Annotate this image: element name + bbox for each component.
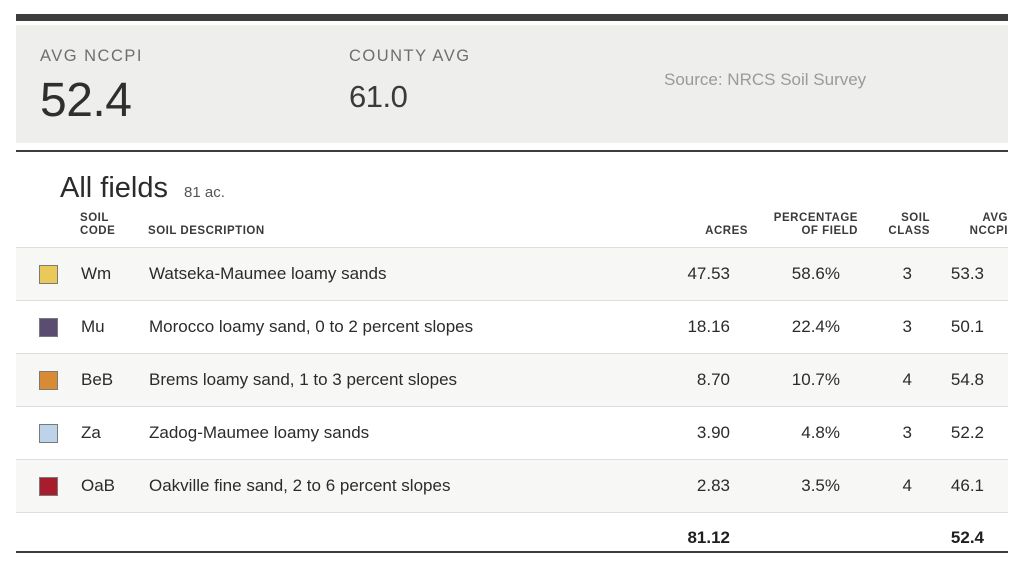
col-soil-code-line1: SOIL bbox=[80, 212, 109, 224]
soil-acres: 3.90 bbox=[652, 407, 748, 460]
soil-class: 4 bbox=[858, 354, 930, 407]
table-row[interactable] bbox=[16, 354, 1008, 407]
soil-acres: 18.16 bbox=[652, 301, 748, 354]
avg-nccpi-label: AVG NCCPI bbox=[40, 47, 143, 65]
soil-table bbox=[16, 212, 1008, 563]
soil-color-swatch-cell bbox=[16, 354, 80, 407]
soil-color-swatch-cell bbox=[16, 301, 80, 354]
table-header-row bbox=[16, 212, 1008, 248]
soil-avg-nccpi: 46.1 bbox=[930, 460, 1008, 513]
soil-description: Watseka-Maumee loamy sands bbox=[148, 248, 652, 301]
soil-code: Mu bbox=[80, 301, 148, 354]
total-description-cell bbox=[148, 513, 652, 564]
county-avg-label: COUNTY AVG bbox=[349, 47, 471, 65]
soil-code: Wm bbox=[80, 248, 148, 301]
top-divider bbox=[16, 14, 1008, 21]
col-percentage-line2: OF FIELD bbox=[801, 224, 858, 237]
soil-percentage: 4.8% bbox=[748, 407, 858, 460]
col-swatch bbox=[16, 212, 80, 248]
col-percentage-line1: PERCENTAGE bbox=[773, 212, 858, 224]
soil-avg-nccpi: 54.8 bbox=[930, 354, 1008, 407]
source-note: Source: NRCS Soil Survey bbox=[664, 70, 867, 89]
avg-nccpi-stat bbox=[40, 47, 143, 126]
col-avg-nccpi-line2: NCCPI bbox=[969, 224, 1008, 237]
table-row[interactable] bbox=[16, 460, 1008, 513]
soil-color-swatch-cell bbox=[16, 248, 80, 301]
soil-description: Brems loamy sand, 1 to 3 percent slopes bbox=[148, 354, 652, 407]
col-avg-nccpi bbox=[930, 212, 1008, 248]
avg-nccpi-value: 52.4 bbox=[40, 74, 132, 127]
table-total-row bbox=[16, 513, 1008, 564]
col-percentage-of-field bbox=[748, 212, 858, 248]
summary-band bbox=[16, 25, 1008, 143]
table-row[interactable] bbox=[16, 407, 1008, 460]
col-acres: ACRES bbox=[705, 224, 748, 237]
county-avg-value: 61.0 bbox=[349, 79, 408, 114]
col-soil-code-line2: CODE bbox=[80, 224, 116, 237]
soil-color-swatch-icon bbox=[39, 265, 58, 284]
soil-class: 4 bbox=[858, 460, 930, 513]
soil-color-swatch-cell bbox=[16, 407, 80, 460]
fields-header bbox=[60, 172, 225, 205]
col-avg-nccpi-line1: AVG bbox=[982, 212, 1008, 224]
soil-percentage: 58.6% bbox=[748, 248, 858, 301]
page-title: All fields bbox=[60, 172, 168, 204]
summary-divider bbox=[16, 150, 1008, 152]
total-swatch-cell bbox=[16, 513, 80, 564]
soil-acres: 8.70 bbox=[652, 354, 748, 407]
col-soil-class bbox=[858, 212, 930, 248]
soil-color-swatch-icon bbox=[39, 371, 58, 390]
soil-code: Za bbox=[80, 407, 148, 460]
soil-color-swatch-icon bbox=[39, 318, 58, 337]
table-row[interactable] bbox=[16, 301, 1008, 354]
soil-acres: 47.53 bbox=[652, 248, 748, 301]
soil-class: 3 bbox=[858, 301, 930, 354]
col-soil-description: SOIL DESCRIPTION bbox=[148, 224, 265, 237]
soil-description: Oakville fine sand, 2 to 6 percent slopes bbox=[148, 460, 652, 513]
table-header bbox=[16, 212, 1008, 248]
total-soil-class bbox=[858, 513, 930, 564]
soil-avg-nccpi: 52.2 bbox=[930, 407, 1008, 460]
table-footer bbox=[16, 513, 1008, 564]
col-soil-code bbox=[80, 212, 148, 248]
fields-total-acres: 81 ac. bbox=[184, 184, 225, 201]
total-percentage bbox=[748, 513, 858, 564]
soil-percentage: 22.4% bbox=[748, 301, 858, 354]
total-avg-nccpi: 52.4 bbox=[930, 513, 1008, 564]
soil-description: Zadog-Maumee loamy sands bbox=[148, 407, 652, 460]
col-soil-class-line1: SOIL bbox=[901, 212, 930, 224]
total-code-cell bbox=[80, 513, 148, 564]
bottom-divider bbox=[16, 551, 1008, 553]
soil-percentage: 10.7% bbox=[748, 354, 858, 407]
soil-color-swatch-icon bbox=[39, 424, 58, 443]
soil-avg-nccpi: 53.3 bbox=[930, 248, 1008, 301]
col-soil-class-line2: CLASS bbox=[888, 224, 930, 237]
soil-acres: 2.83 bbox=[652, 460, 748, 513]
soil-code: OaB bbox=[80, 460, 148, 513]
county-avg-stat bbox=[349, 47, 471, 114]
soil-description: Morocco loamy sand, 0 to 2 percent slopes bbox=[148, 301, 652, 354]
soil-color-swatch-cell bbox=[16, 460, 80, 513]
soil-avg-nccpi: 50.1 bbox=[930, 301, 1008, 354]
table-body bbox=[16, 248, 1008, 513]
table-row[interactable] bbox=[16, 248, 1008, 301]
soil-color-swatch-icon bbox=[39, 477, 58, 496]
soil-code: BeB bbox=[80, 354, 148, 407]
soil-class: 3 bbox=[858, 407, 930, 460]
soil-percentage: 3.5% bbox=[748, 460, 858, 513]
total-acres: 81.12 bbox=[652, 513, 748, 564]
soil-class: 3 bbox=[858, 248, 930, 301]
